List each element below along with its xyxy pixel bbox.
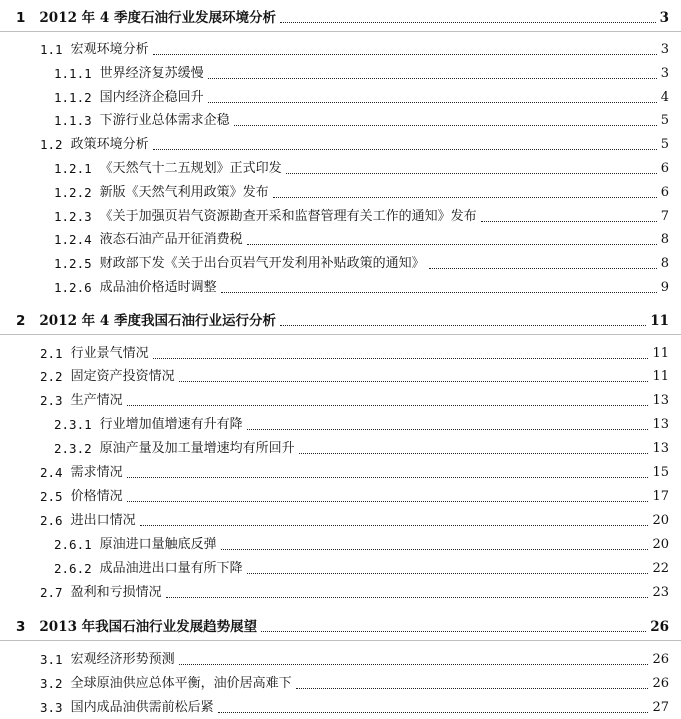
toc-number: 1.2.1	[54, 161, 92, 176]
toc-number: 1.2.2	[54, 185, 92, 200]
toc-entry[interactable]	[0, 649, 681, 671]
toc-number: 2	[16, 313, 26, 329]
toc-title[interactable]: 盈利和亏损情况	[70, 585, 162, 600]
toc-page-number: 3	[660, 66, 669, 81]
toc-entry[interactable]	[0, 534, 681, 556]
toc-entry[interactable]	[0, 462, 681, 484]
toc-title[interactable]: 行业景气情况	[70, 346, 149, 361]
toc-number: 2.3	[40, 393, 63, 408]
toc-page-number: 9	[660, 280, 669, 295]
toc-entry[interactable]	[0, 277, 681, 299]
toc-number: 2.5	[40, 489, 63, 504]
toc-entry[interactable]	[0, 158, 681, 180]
dot-leader	[247, 429, 649, 430]
toc-number: 1.1	[40, 42, 63, 57]
toc-number: 2.4	[40, 465, 63, 480]
toc-page-number: 4	[660, 90, 669, 105]
toc-page-number: 26	[652, 652, 669, 667]
dot-leader	[221, 292, 657, 293]
toc-title[interactable]: 成品油进出口量有所下降	[99, 561, 243, 576]
toc-page-number: 8	[660, 256, 669, 271]
toc-entry[interactable]	[0, 510, 681, 532]
toc-entry[interactable]	[0, 87, 681, 109]
toc-title[interactable]: 原油进口量触底反弹	[99, 537, 217, 552]
toc-number: 1.1.2	[54, 90, 92, 105]
dot-leader	[286, 173, 657, 174]
toc-number: 1.2.3	[54, 209, 92, 224]
toc-entry[interactable]	[0, 229, 681, 251]
toc-title[interactable]: 《天然气十二五规划》正式印发	[99, 161, 282, 176]
toc-title[interactable]: 进出口情况	[70, 513, 136, 528]
toc-entry[interactable]	[0, 110, 681, 132]
toc-entry[interactable]	[0, 438, 681, 460]
toc-entry[interactable]	[0, 343, 681, 365]
toc-title[interactable]: 成品油价格适时调整	[99, 280, 217, 295]
toc-title[interactable]: 需求情况	[70, 465, 123, 480]
toc-page-number: 11	[650, 313, 669, 329]
toc-number: 3	[16, 619, 26, 635]
toc-number: 3.3	[40, 700, 63, 715]
dot-leader	[234, 125, 657, 126]
toc-number: 2.6.1	[54, 537, 92, 552]
toc-number: 1.2	[40, 137, 63, 152]
toc-page-number: 7	[660, 209, 669, 224]
dot-leader	[299, 453, 649, 454]
toc-number: 1.1.1	[54, 66, 92, 81]
toc-entry[interactable]	[0, 366, 681, 388]
toc-entry[interactable]	[0, 390, 681, 412]
toc-title[interactable]: 原油产量及加工量增速均有所回升	[99, 441, 295, 456]
dot-leader	[221, 549, 649, 550]
toc-entry[interactable]	[0, 39, 681, 61]
toc-entry[interactable]	[0, 486, 681, 508]
toc-page-number: 17	[652, 489, 669, 504]
dot-leader	[208, 78, 657, 79]
toc-page-number: 27	[652, 700, 669, 715]
section-divider	[0, 640, 681, 641]
toc-number: 1.2.6	[54, 280, 92, 295]
toc-entry[interactable]	[0, 673, 681, 695]
toc-title[interactable]: 世界经济复苏缓慢	[99, 66, 204, 81]
toc-number: 2.2	[40, 369, 63, 384]
toc-title[interactable]: 生产情况	[70, 393, 123, 408]
toc-page-number: 3	[659, 10, 669, 26]
toc-page-number: 6	[660, 161, 669, 176]
dot-leader	[140, 525, 649, 526]
toc-title[interactable]: 国内经济企稳回升	[99, 90, 204, 105]
toc-number: 2.7	[40, 585, 63, 600]
toc-page-number: 3	[660, 42, 669, 57]
toc-page-number: 13	[652, 393, 669, 408]
toc-title[interactable]: 行业增加值增速有升有降	[99, 417, 243, 432]
toc-number: 2.6	[40, 513, 63, 528]
toc-title[interactable]: 新版《天然气利用政策》发布	[99, 185, 269, 200]
toc-page-number: 22	[652, 561, 669, 576]
dot-leader	[153, 54, 657, 55]
toc-page-number: 6	[660, 185, 669, 200]
dot-leader	[429, 268, 657, 269]
toc-page-number: 15	[652, 465, 669, 480]
toc-page-number: 20	[652, 537, 669, 552]
toc-page-number: 20	[652, 513, 669, 528]
toc-number: 2.1	[40, 346, 63, 361]
toc-title[interactable]: 全球原油供应总体平衡，油价居高难下	[70, 676, 292, 691]
toc-entry[interactable]	[0, 558, 681, 580]
toc-title[interactable]: 2012 年 4 季度石油行业发展环境分析	[39, 10, 276, 26]
toc-number: 1.2.4	[54, 232, 92, 247]
section-divider	[0, 31, 681, 32]
dot-leader	[296, 688, 649, 689]
toc-title[interactable]: 宏观环境分析	[70, 42, 149, 57]
toc-page-number: 26	[652, 676, 669, 691]
toc-number: 2.3.1	[54, 417, 92, 432]
dot-leader	[179, 381, 649, 382]
dot-leader	[127, 501, 649, 502]
toc-entry[interactable]	[0, 182, 681, 204]
toc-page-number: 13	[652, 441, 669, 456]
toc-title[interactable]: 政策环境分析	[70, 137, 149, 152]
toc-title[interactable]: 固定资产投资情况	[70, 369, 175, 384]
dot-leader	[208, 102, 657, 103]
dot-leader	[273, 197, 657, 198]
toc-title[interactable]: 财政部下发《关于出台页岩气开发利用补贴政策的通知》	[99, 256, 425, 271]
toc-page-number: 11	[652, 369, 669, 384]
toc-entry[interactable]	[0, 134, 681, 156]
toc-entry[interactable]	[0, 63, 681, 85]
toc-number: 2.6.2	[54, 561, 92, 576]
toc-entry[interactable]	[0, 310, 681, 332]
dot-leader	[153, 149, 657, 150]
toc-number: 1	[16, 10, 26, 26]
toc-page-number: 5	[660, 137, 669, 152]
section-divider	[0, 334, 681, 335]
dot-leader	[166, 597, 649, 598]
dot-leader	[280, 22, 656, 23]
toc-title[interactable]: 2012 年 4 季度我国石油行业运行分析	[39, 313, 276, 329]
dot-leader	[127, 405, 649, 406]
toc-page-number: 8	[660, 232, 669, 247]
dot-leader	[280, 325, 646, 326]
dot-leader	[153, 358, 649, 359]
toc-title[interactable]: 国内成品油供需前松后紧	[70, 700, 214, 715]
toc-entry[interactable]	[0, 697, 681, 719]
dot-leader	[247, 573, 649, 574]
toc-number: 2.3.2	[54, 441, 92, 456]
dot-leader	[261, 631, 646, 632]
toc-page-number: 26	[650, 619, 669, 635]
dot-leader	[218, 712, 649, 713]
toc-title[interactable]: 2013 年我国石油行业发展趋势展望	[39, 619, 258, 635]
toc-title[interactable]: 价格情况	[70, 489, 123, 504]
toc-title[interactable]: 下游行业总体需求企稳	[99, 113, 230, 128]
dot-leader	[179, 664, 649, 665]
toc-number: 3.1	[40, 652, 63, 667]
toc-entry[interactable]	[0, 7, 681, 29]
toc-number: 3.2	[40, 676, 63, 691]
toc-title[interactable]: 液态石油产品开征消费税	[99, 232, 243, 247]
toc-page-number: 13	[652, 417, 669, 432]
toc-entry[interactable]	[0, 582, 681, 604]
toc-entry[interactable]	[0, 206, 681, 228]
toc-entry[interactable]	[0, 253, 681, 275]
dot-leader	[481, 221, 657, 222]
toc-entry[interactable]	[0, 616, 681, 638]
toc-number: 1.2.5	[54, 256, 92, 271]
toc-number: 1.1.3	[54, 113, 92, 128]
toc-title[interactable]: 《关于加强页岩气资源勘查开采和监督管理有关工作的通知》发布	[99, 209, 477, 224]
toc-page-number: 11	[652, 346, 669, 361]
toc-page-number: 5	[660, 113, 669, 128]
toc-page-number: 23	[652, 585, 669, 600]
dot-leader	[127, 477, 649, 478]
toc-entry[interactable]	[0, 414, 681, 436]
toc-title[interactable]: 宏观经济形势预测	[70, 652, 175, 667]
dot-leader	[247, 244, 657, 245]
